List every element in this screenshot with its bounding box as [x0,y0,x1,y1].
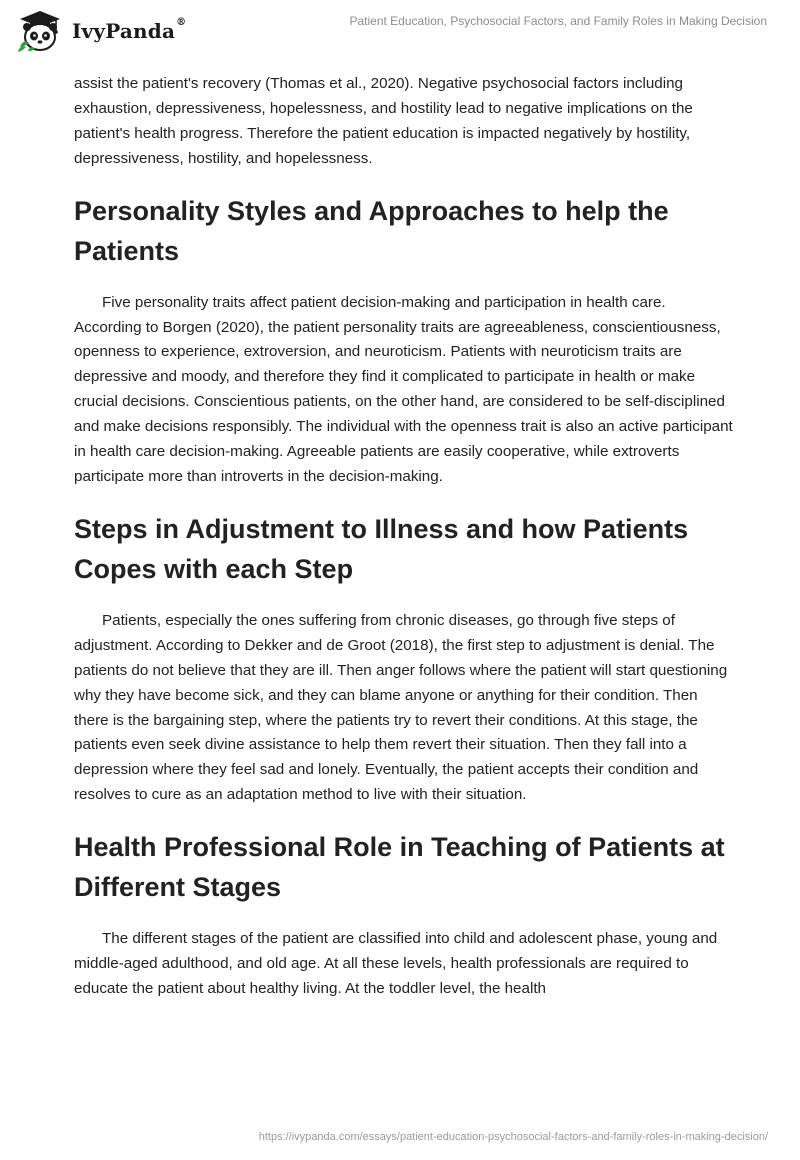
logo-wordmark: IvyPanda® [72,17,187,43]
intro-paragraph: assist the patient's recovery (Thomas et al., 2020). Negative psychosocial factors including exhaustion, depressiveness, hopelessness, and hostility lead to negative implications on the patient's health progress. Therefore the patient education is impacted negatively by hostility, depressiveness, hostility, and hopelessness. [74,75,693,167]
section-paragraph-health-professional-role: The different stages of the patient are classified into child and adolescent phase, young and middle-aged adulthood, and old age. At all these levels, health professionals are required to educate the patient about healthy living. At the toddler level, the health [74,930,718,997]
essay-body [74,72,734,1002]
section-paragraph-adjustment-steps: Patients, especially the ones suffering from chronic diseases, go through five steps of adjustment. According to Dekker and de Groot (2018), the first step to adjustment is denial. The patients do not believe that they are ill. Then anger follows where the patient will start questioning why they have become sick, and they can blame anyone or anything for their condition. Then there is the bargaining step, where the patients try to revert their conditions. At this stage, the patients even seek divine assistance to help them revert their situation. Then they fall into a depression where they feel sad and lonely. Eventually, the patient accepts their condition and resolves to cure as an adaptation method to live with their situation. [74,611,728,804]
panda-graduate-icon [16,9,64,53]
section-paragraph-personality-styles: Five personality traits affect patient decision-making and participation in health care. According to Borgen (2020), the patient personality traits are agreeableness, conscientiousness, openness to experience, extroversion, and neuroticism. Patients with neuroticism traits are depressive and moody, and therefore they find it complicated to participate in health or make crucial decisions. Conscientious patients, on the other hand, are considered to be self-disciplined and make decisions responsibly. The individual with the openness trait is also an active participant in health care decision-making. Agreeable patients are easily cooperative, while extroverts participate more than introverts in the decision-making. [74,293,733,485]
document-title: Patient Education, Psychosocial Factors, and Family Roles in Making Decision [349,14,767,28]
page-header [0,0,800,60]
source-url-link[interactable]: https://ivypanda.com/essays/patient-education-psychosocial-factors-and-family-roles-in-making-decision/ [258,1131,768,1143]
section-heading-health-professional-role: Health Professional Role in Teaching of Patients at Different Stages [74,832,725,903]
section-heading-adjustment-steps: Steps in Adjustment to Illness and how Patients Copes with each Step [74,513,689,584]
section-heading-personality-styles: Personality Styles and Approaches to help the Patients [74,195,669,266]
ivypanda-logo[interactable] [16,9,186,53]
